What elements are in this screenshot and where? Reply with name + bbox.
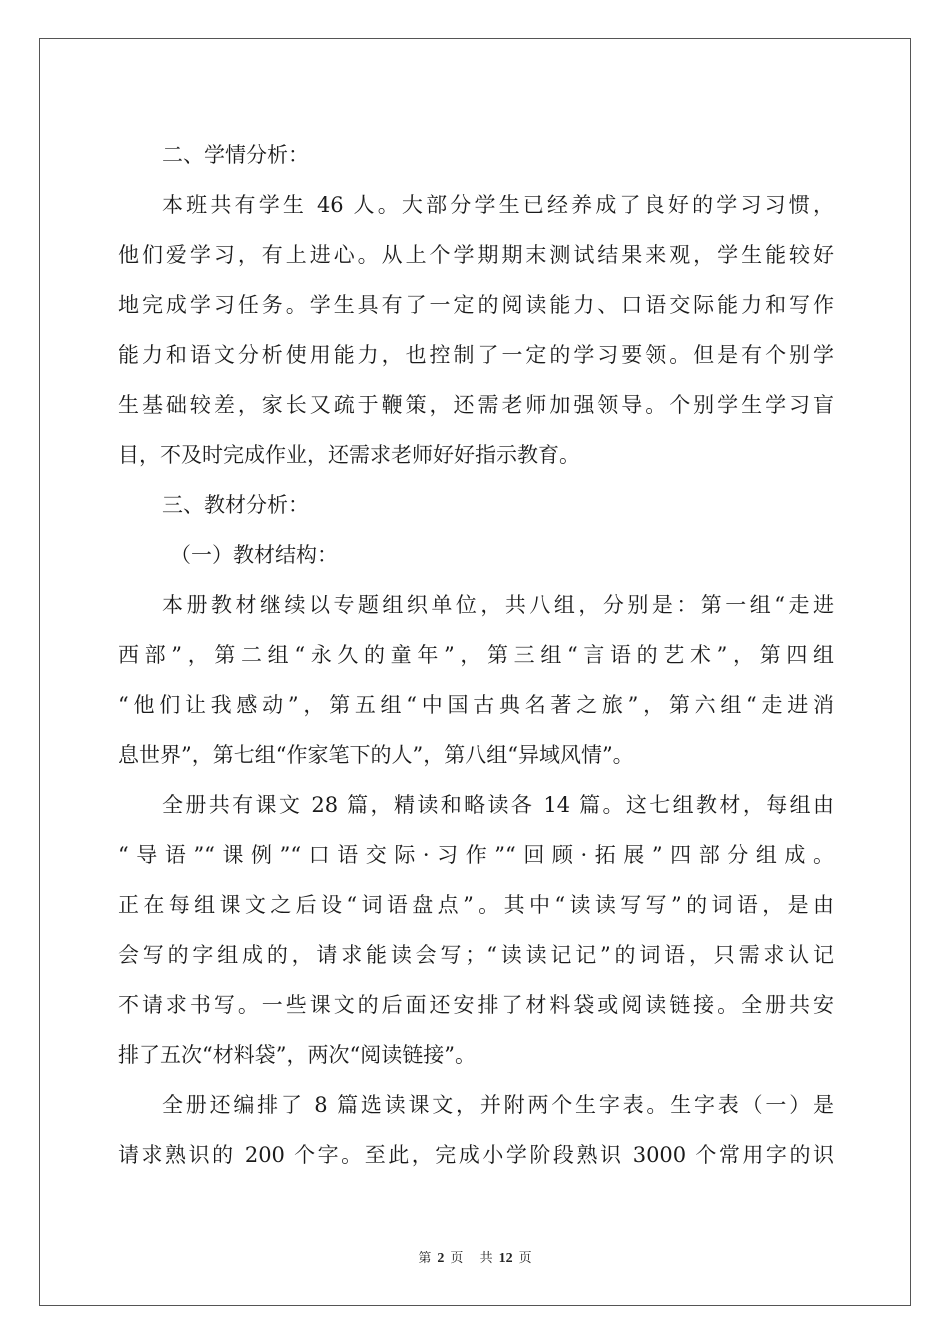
paragraph-line: 正在每组课文之后设“词语盘点”。其中“读读写写”的词语，是由 — [118, 893, 834, 917]
document-body — [118, 130, 834, 1180]
paragraph-line: “他们让我感动”，第五组“中国古典名著之旅”，第六组“走进消 — [118, 693, 834, 717]
paragraph-line: 排了五次“材料袋”，两次“阅读链接”。 — [118, 1043, 476, 1067]
paragraph-line: 地完成学习任务。学生具有了一定的阅读能力、口语交际能力和写作 — [118, 293, 834, 317]
paragraph-line: 请求熟识的 200 个字。至此，完成小学阶段熟识 3000 个常用字的识 — [118, 1143, 834, 1167]
section-heading-3: 三、教材分析： — [162, 493, 309, 517]
section-heading-2: 二、学情分析： — [162, 143, 309, 167]
page-prefix: 第 — [418, 1251, 432, 1266]
paragraph-line: 本册教材继续以专题组织单位，共八组，分别是：第一组“走进 — [162, 593, 834, 617]
total-suffix: 页 — [518, 1251, 532, 1266]
paragraph-line: 能力和语文分析使用能力，也控制了一定的学习要领。但是有个别学 — [118, 343, 834, 367]
subsection-heading: （一）教材结构： — [170, 543, 338, 567]
page-footer — [0, 1247, 950, 1267]
page-total — [474, 1251, 538, 1266]
paragraph-line: 息世界”，第七组“作家笔下的人”，第八组“异域风情”。 — [118, 743, 634, 767]
paragraph-line: 生基础较差，家长又疏于鞭策，还需老师加强领导。个别学生学习盲 — [118, 393, 834, 417]
page-number — [412, 1251, 469, 1266]
paragraph-line: 不请求书写。一些课文的后面还安排了材料袋或阅读链接。全册共安 — [118, 993, 834, 1017]
total-prefix: 共 — [479, 1251, 493, 1266]
paragraph-line: 会写的字组成的，请求能读会写；“读读记记”的词语，只需求认记 — [118, 943, 834, 967]
paragraph-line: “导语”“课例”“口语交际·习作”“回顾·拓展”四部分组成。 — [118, 843, 834, 867]
paragraph-line: 目，不及时完成作业，还需求老师好好指示教育。 — [118, 443, 580, 467]
paragraph-line: 西部”，第二组“永久的童年”，第三组“言语的艺术”，第四组 — [118, 643, 834, 667]
paragraph-line: 本班共有学生 46 人。大部分学生已经养成了良好的学习习惯， — [162, 193, 834, 217]
current-page: 2 — [437, 1251, 445, 1266]
total-pages: 12 — [498, 1251, 513, 1266]
page-suffix: 页 — [450, 1251, 464, 1266]
paragraph-line: 他们爱学习，有上进心。从上个学期期末测试结果来观，学生能较好 — [118, 243, 834, 267]
paragraph-line: 全册还编排了 8 篇选读课文，并附两个生字表。生字表（一）是 — [162, 1093, 834, 1117]
paragraph-line: 全册共有课文 28 篇，精读和略读各 14 篇。这七组教材，每组由 — [162, 793, 834, 817]
